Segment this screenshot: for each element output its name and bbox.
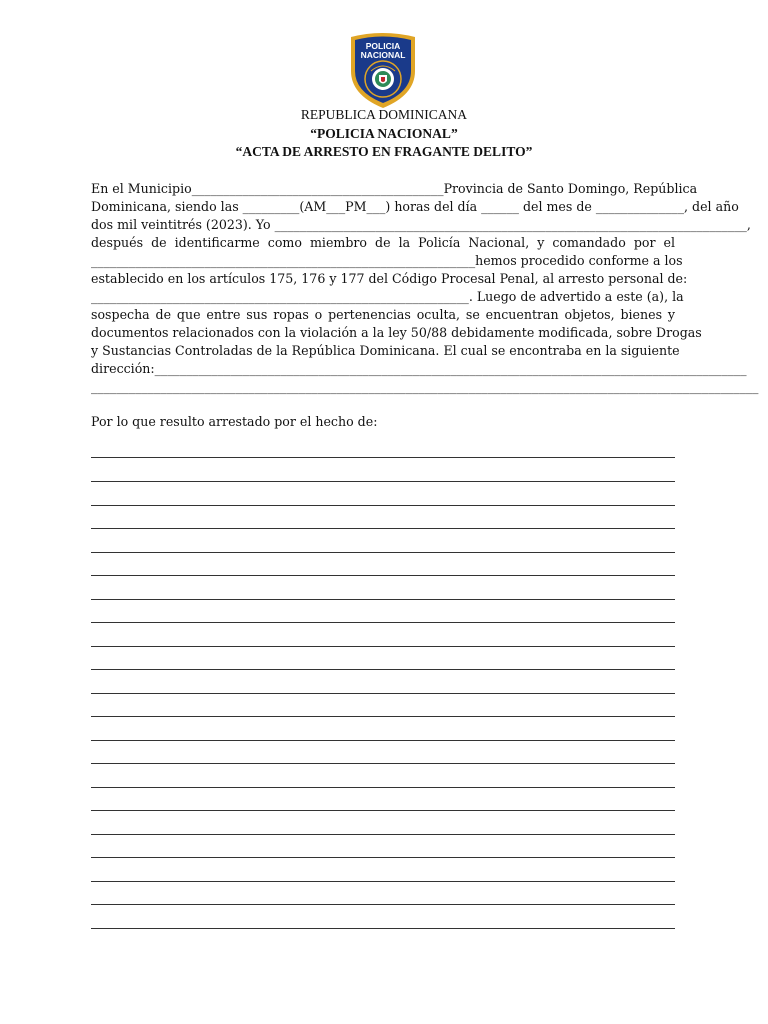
blank-line [91, 457, 675, 458]
blank-line [91, 669, 675, 670]
blank-line [91, 881, 675, 882]
blank-line [91, 928, 675, 929]
body-line-comandado: _____________________________________________________________hemos procedido conforme a los [91, 253, 683, 268]
document-title: “ACTA DE ARRESTO EN FRAGANTE DELITO” [235, 144, 533, 159]
blank-line [91, 575, 675, 576]
blank-line [91, 810, 675, 811]
blank-line [91, 646, 675, 647]
blank-line [91, 693, 675, 694]
country-heading: REPUBLICA DOMINICANA [300, 107, 468, 122]
body-line-sustancias: y Sustancias Controladas de la República Dominicana. El cual se encontraba en la siguiente [91, 343, 680, 358]
body-line-hora: Dominicana, siendo las _________(AM___PM___) horas del día ______ del mes de ______________, del año [91, 199, 739, 214]
blank-line [91, 622, 675, 623]
body-line-direccion: dirección:______________________________________________________________________________________________ [91, 361, 747, 376]
blank-line [91, 505, 675, 506]
blank-line [91, 763, 675, 764]
blank-line [91, 787, 675, 788]
body-line-arrestado: ____________________________________________________________. Luego de advertido a este (a), la [91, 289, 684, 304]
body-line-direccion-cont: __________________________________________________________________________________________________________ [91, 379, 759, 394]
blank-line [91, 857, 675, 858]
blank-line [91, 904, 675, 905]
blank-line [91, 599, 675, 600]
blank-line [91, 740, 675, 741]
charge-label: Por lo que resulto arrestado por el hecho de: [91, 414, 378, 429]
body-line-articulos: establecido en los artículos 175, 176 y 177 del Código Procesal Penal, al arresto personal de: [91, 271, 688, 286]
svg-text:POLICIA: POLICIA [365, 41, 401, 51]
policia-nacional-badge-logo [347, 31, 419, 109]
blank-line [91, 552, 675, 553]
body-line-sospecha: sospecha de que entre sus ropas o pertenencias oculta, se encuentran objetos, bienes y [91, 307, 675, 322]
blank-line [91, 716, 675, 717]
blank-line [91, 481, 675, 482]
blank-line [91, 528, 675, 529]
institution-heading: “POLICIA NACIONAL” [310, 126, 458, 141]
body-line-yo: dos mil veintitrés (2023). Yo ___________________________________________________________________________, [91, 217, 751, 232]
body-line-identificacion: después de identificarme como miembro de la Policía Nacional, y comandado por el [91, 235, 675, 250]
body-line-documentos: documentos relacionados con la violación a la ley 50/88 debidamente modificada, sobre Drogas [91, 325, 702, 340]
svg-text:NACIONAL: NACIONAL [360, 50, 406, 60]
blank-line [91, 834, 675, 835]
body-line-municipio: En el Municipio________________________________________Provincia de Santo Domingo, República [91, 181, 698, 196]
